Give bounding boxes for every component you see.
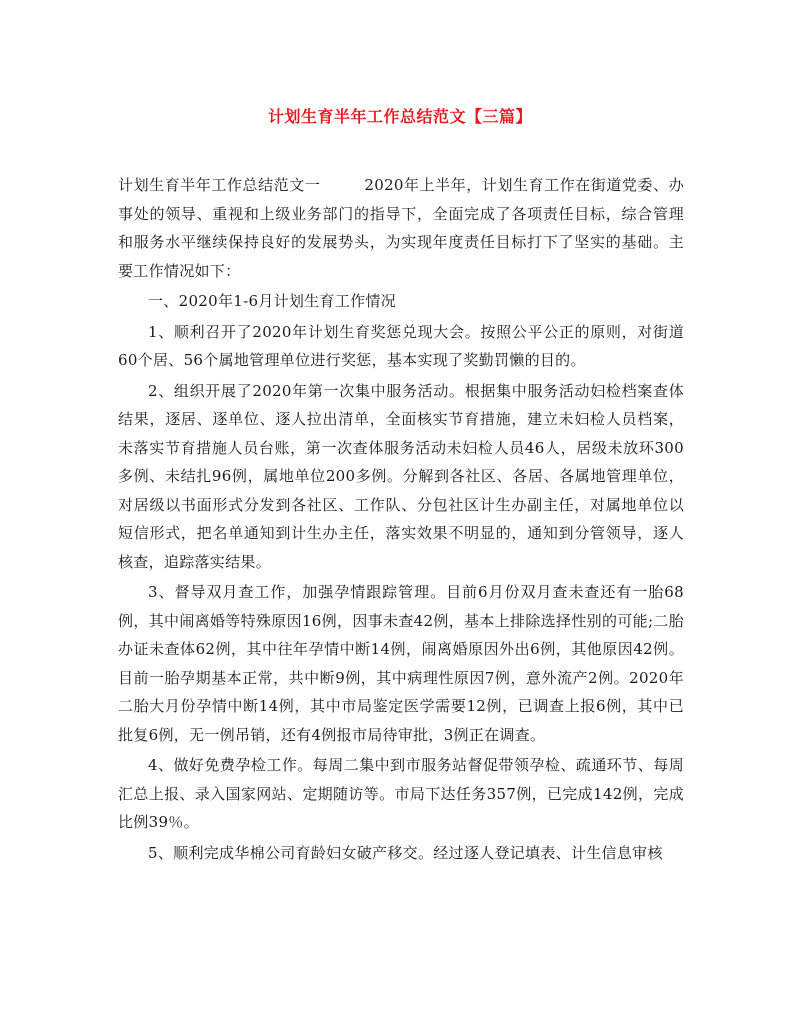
list-item: 3、督导双月查工作，加强孕情跟踪管理。目前6月份双月查未查还有一胎68例，其中闹离婚等特殊原因16例，因事未查42例，基本上排除选择性别的可能;二胎办证未查体62例，其中往年孕情中断14例，闹离婚原因外出6例，其他原因42例。目前一胎孕期基本正常，共中断9例，其中病理性原因7例，意外流产2例。2020年二胎大月份孕情中断14例，其中市局鉴定医学需要12例，已调查上报6例，其中已批复6例，无一例吊销，还有4例报市局待审批，3例正在调查。 xyxy=(118,583,684,744)
list-item: 1、顺利召开了2020年计划生育奖惩兑现大会。按照公平公正的原则，对街道60个居、56个属地管理单位进行奖惩，基本实现了奖勤罚懒的目的。 xyxy=(118,322,684,369)
document-title: 计划生育半年工作总结范文【三篇】 xyxy=(267,107,532,126)
list-item: 4、做好免费孕检工作。每周二集中到市服务站督促带领孕检、疏通环节、每周汇总上报、录入国家网站、定期随访等。市局下达任务357例，已完成142例，完成比例39％。 xyxy=(118,756,684,831)
intro-paragraph xyxy=(118,171,684,285)
list-item: 5、顺利完成华棉公司育龄妇女破产移交。经过逐人登记填表、计生信息审核 xyxy=(148,843,663,862)
document-body xyxy=(118,171,684,867)
section-heading: 一、2020年1-6月计划生育工作情况 xyxy=(148,292,397,310)
list-item: 2、组织开展了2020年第一次集中服务活动。根据集中服务活动妇检档案查体结果，逐居、逐单位、逐人拉出清单，全面核实节育措施，建立未妇检人员档案，未落实节育措施人员台账，第一次查体服务活动未妇检人员46人，居级未放环300多例、未结扎96例，属地单位200多例。分解到各社区、各居、各属地管理单位，对居级以书面形式分发到各社区、工作队、分包社区计生办副主任，对属地单位以短信形式，把名单通知到计生办主任，落实效果不明显的，通知到分管领导，逐人核查，追踪落实结果。 xyxy=(118,381,684,571)
intro-label: 计划生育半年工作总结范文一 xyxy=(118,176,321,194)
intro-text: 2020年上半年，计划生育工作在街道党委、办事处的领导、重视和上级业务部门的指导下，全面完成了各项责任目标，综合管理和服务水平继续保持良好的发展势头，为实现年度责任目标打下了坚实的基础。主要工作情况如下： xyxy=(118,176,684,280)
